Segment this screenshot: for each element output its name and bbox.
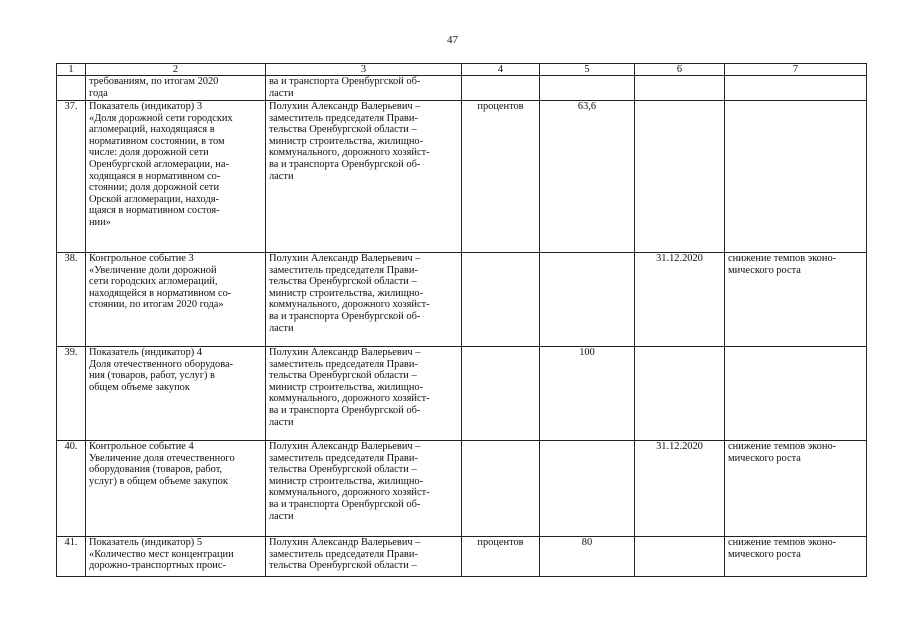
- unit-cell: процентов: [462, 537, 540, 577]
- control-events-table: [56, 63, 867, 577]
- indicator-name-cell: Показатель (индикатор) 3 «Доля дорожной сети городских агломераций, находящаяся в нормативном состоянии, в том числе: доля дорожной сети Оренбургской агломерации, на- ходящаяся в нормативном со- стоянии; доля дорожной сети Орской агломерации, находя- щаяся в нормативном состоя- нии»: [86, 101, 266, 253]
- responsible-cell: Полухин Александр Валерьевич – заместитель председателя Прави- тельства Оренбургской области – министр строительства, жилищно- коммунального, дорожного хозяйст- ва и транспорта Оренбургской об- ласти: [266, 101, 462, 253]
- risk-cell: снижение темпов эконо- мического роста: [725, 253, 867, 347]
- value-cell: [540, 441, 635, 537]
- date-cell: 31.12.2020: [635, 253, 725, 347]
- row-number-cell: [57, 76, 86, 101]
- unit-cell: [462, 253, 540, 347]
- responsible-cell: Полухин Александр Валерьевич – заместитель председателя Прави- тельства Оренбургской области – министр строительства, жилищно- коммунального, дорожного хозяйст- ва и транспорта Оренбургской об- ласти: [266, 347, 462, 441]
- table-row: [57, 347, 867, 441]
- date-cell: [635, 76, 725, 101]
- column-header: 3: [266, 64, 462, 76]
- column-header: 4: [462, 64, 540, 76]
- row-number-cell: 41.: [57, 537, 86, 577]
- risk-cell: снижение темпов эконо- мического роста: [725, 537, 867, 577]
- column-header: 6: [635, 64, 725, 76]
- indicator-name-cell: требованиям, по итогам 2020 года: [86, 76, 266, 101]
- row-number-cell: 40.: [57, 441, 86, 537]
- unit-cell: процентов: [462, 101, 540, 253]
- column-header: 7: [725, 64, 867, 76]
- risk-cell: [725, 101, 867, 253]
- responsible-cell: Полухин Александр Валерьевич – заместитель председателя Прави- тельства Оренбургской области – министр строительства, жилищно- коммунального, дорожного хозяйст- ва и транспорта Оренбургской об- ласти: [266, 441, 462, 537]
- page-number: 47: [447, 34, 458, 46]
- table-row: [57, 441, 867, 537]
- unit-cell: [462, 76, 540, 101]
- table-row: [57, 76, 867, 101]
- table-row: [57, 253, 867, 347]
- unit-cell: [462, 347, 540, 441]
- column-header: 1: [57, 64, 86, 76]
- date-cell: [635, 101, 725, 253]
- table-row: [57, 537, 867, 577]
- value-cell: [540, 253, 635, 347]
- date-cell: 31.12.2020: [635, 441, 725, 537]
- indicator-name-cell: Показатель (индикатор) 4 Доля отечественного оборудова- ния (товаров, работ, услуг) в общем объеме закупок: [86, 347, 266, 441]
- indicator-name-cell: Показатель (индикатор) 5 «Количество мест концентрации дорожно-транспортных проис-: [86, 537, 266, 577]
- risk-cell: [725, 347, 867, 441]
- indicator-name-cell: Контрольное событие 3 «Увеличение доли дорожной сети городских агломераций, находящейся в нормативном со- стоянии, по итогам 2020 года»: [86, 253, 266, 347]
- row-number-cell: 38.: [57, 253, 86, 347]
- table-row: [57, 101, 867, 253]
- column-header: 5: [540, 64, 635, 76]
- column-header: 2: [86, 64, 266, 76]
- value-cell: [540, 76, 635, 101]
- row-number-cell: 37.: [57, 101, 86, 253]
- column-number-header-row: [57, 64, 867, 76]
- unit-cell: [462, 441, 540, 537]
- date-cell: [635, 347, 725, 441]
- date-cell: [635, 537, 725, 577]
- indicator-name-cell: Контрольное событие 4 Увеличение доля отечественного оборудования (товаров, работ, услуг) в общем объеме закупок: [86, 441, 266, 537]
- value-cell: 80: [540, 537, 635, 577]
- responsible-cell: ва и транспорта Оренбургской об- ласти: [266, 76, 462, 101]
- value-cell: 100: [540, 347, 635, 441]
- row-number-cell: 39.: [57, 347, 86, 441]
- risk-cell: снижение темпов эконо- мического роста: [725, 441, 867, 537]
- responsible-cell: Полухин Александр Валерьевич – заместитель председателя Прави- тельства Оренбургской области –: [266, 537, 462, 577]
- value-cell: 63,6: [540, 101, 635, 253]
- risk-cell: [725, 76, 867, 101]
- responsible-cell: Полухин Александр Валерьевич – заместитель председателя Прави- тельства Оренбургской области – министр строительства, жилищно- коммунального, дорожного хозяйст- ва и транспорта Оренбургской об- ласти: [266, 253, 462, 347]
